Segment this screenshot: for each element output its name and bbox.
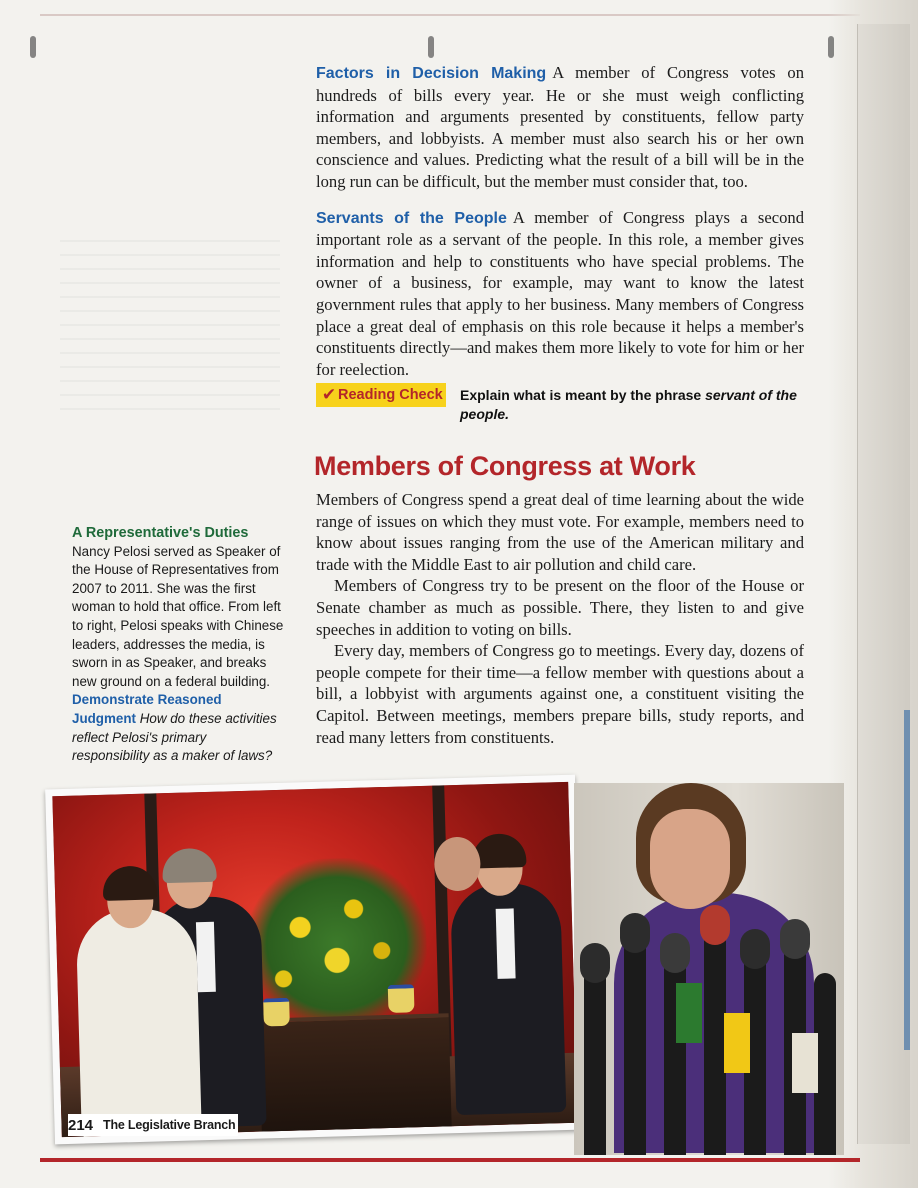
microphone-head: [780, 919, 810, 959]
photo-caption: [72, 524, 284, 766]
caption-question-label: Demonstrate Reasoned Judgment: [72, 692, 222, 726]
shirt: [496, 908, 516, 978]
microphone: [704, 923, 726, 1155]
photo-press-conference: [574, 783, 844, 1155]
section-paragraph: Every day, members of Congress go to meetings. Every day, dozens of people compete for their time—a fellow member with questions about a bill, a lobbyist with arguments against one, a constituent visiting the Capitol. Between meetings, members prepare bills, study reports, and read many letters from constituents.: [316, 641, 804, 747]
caption-title: A Representative's Duties: [72, 525, 249, 541]
reading-check-label: Reading Check: [338, 387, 443, 403]
microphone-flag: [676, 983, 702, 1043]
main-text-column: [316, 62, 804, 380]
microphone-head: [580, 943, 610, 983]
tea-cup: [263, 998, 290, 1027]
tea-cup: [388, 984, 415, 1013]
page-number: 214: [68, 1116, 94, 1134]
factors-text: A member of Congress votes on hundreds of bills every year. He or she must weigh conflicting information and arguments presented by constituents, fellow party members, and lobbyists. A member must also search his or her own conscience and values. Predicting what the result of a bill will be in the long run can be difficult, but the member must consider that, too.: [316, 63, 804, 191]
reading-check-prompt-text: Explain what is meant by the phrase: [460, 387, 702, 403]
section-body: [316, 489, 804, 748]
check-icon: ✔: [321, 385, 337, 404]
page-folio: [68, 1114, 238, 1136]
punch-hole-mark: [30, 36, 36, 58]
microphone-head: [660, 933, 690, 973]
section-paragraph: Members of Congress try to be present on the floor of the House or Senate chamber as much as possible. There, they listen to and give speeches in addition to voting on bills.: [316, 576, 804, 639]
reading-check-badge: [316, 383, 446, 407]
microphone-head: [700, 905, 730, 945]
top-rule: [40, 14, 860, 16]
section-title: Members of Congress at Work: [314, 451, 696, 481]
factors-paragraph: [316, 62, 804, 193]
microphone-flag: [792, 1033, 818, 1093]
microphone: [584, 963, 606, 1155]
microphone-flag: [724, 1013, 750, 1073]
running-title: The Legislative Branch: [103, 1118, 236, 1132]
servants-heading: Servants of the People: [316, 209, 507, 227]
microphone-head: [620, 913, 650, 953]
punch-hole-mark: [428, 36, 434, 58]
reading-check-prompt: [460, 386, 806, 424]
caption-text: Nancy Pelosi served as Speaker of the House of Representatives from 2007 to 2011. She was the first woman to hold that office. From left to right, Pelosi speaks with Chinese leaders, addresses the media, is sworn in as Speaker, and breaks new ground on a federal building.: [72, 543, 284, 689]
photo-meeting-chinese-leaders: [45, 775, 585, 1145]
servants-paragraph: [316, 207, 804, 381]
reading-check: [316, 383, 806, 427]
reading-check-phrase: servant of the people.: [460, 387, 797, 422]
next-page-edge-accent: [904, 710, 910, 1050]
next-page-edge: [857, 24, 910, 1144]
microphone-head: [740, 929, 770, 969]
person-white-suit: [76, 907, 202, 1137]
section-paragraph: Members of Congress spend a great deal of time learning about the wide range of issues on which they must vote. For example, members need to know about issues ranging from the use of the American military and trade with the Middle East to air pollution and child care.: [316, 490, 804, 574]
factors-heading: Factors in Decision Making: [316, 65, 547, 82]
bottom-rule: [40, 1158, 860, 1162]
shirt: [196, 922, 216, 992]
caption-question: How do these activities reflect Pelosi's primary responsibility as a maker of laws?: [72, 710, 277, 764]
bleed-through-texture: [60, 240, 280, 420]
microphone: [624, 933, 646, 1155]
punch-hole-mark: [828, 36, 834, 58]
carved-table: [259, 1013, 452, 1132]
servants-text: A member of Congress plays a second important role as a servant of the people. In this role, a member gives information and help to constituents who have special problems. The owner of a business, for example, may want to know the latest government rules that apply to her business. Many members of Congress place a great deal of emphasis on this role because it helps a member's constituents directly—and makes them more likely to vote for him or her for reelection.: [316, 207, 804, 379]
speaker-face: [650, 809, 730, 909]
photo-meeting-image: [52, 782, 577, 1137]
